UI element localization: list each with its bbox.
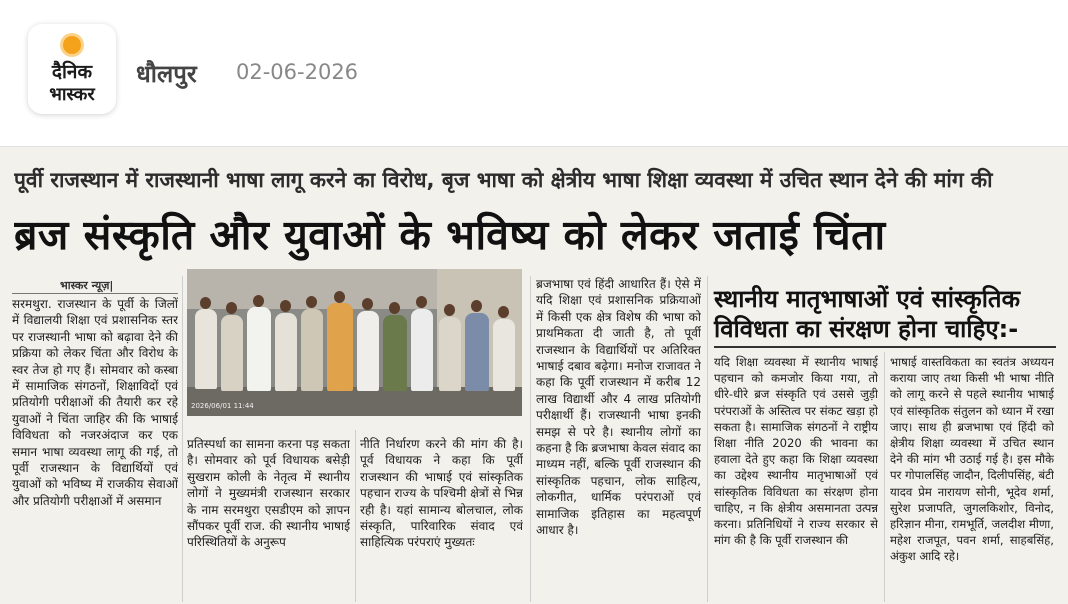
sub-heading: स्थानीय मातृभाषाओं एवं सांस्कृतिक विविधता का संरक्षण होना चाहिए:-	[714, 285, 1021, 343]
article-kicker: पूर्वी राजस्थान में राजस्थानी भाषा लागू करने का विरोध, बृज भाषा को क्षेत्रीय भाषा शिक्षा व्यवस्था में उचित स्थान देने की मांग की	[14, 168, 993, 192]
news-photo	[187, 269, 522, 416]
article-column-1	[12, 296, 178, 600]
person-figure	[195, 309, 217, 389]
sun-icon	[63, 36, 81, 54]
person-figure	[411, 309, 433, 391]
person-head	[471, 300, 482, 312]
person-head	[226, 302, 237, 314]
page-header	[0, 0, 1068, 146]
person-head	[362, 298, 373, 310]
person-figure	[221, 315, 243, 391]
person-head	[498, 306, 509, 318]
article-column-3	[360, 436, 523, 600]
logo-line-1: दैनिक	[51, 61, 93, 83]
person-head	[280, 300, 291, 312]
person-figure	[493, 319, 515, 391]
edition-date: 02-06-2026	[236, 60, 359, 84]
article-column-5	[714, 354, 878, 600]
person-figure	[247, 307, 271, 391]
person-head	[306, 296, 317, 308]
byline: भास्कर न्यूज़|	[60, 279, 114, 292]
person-head	[200, 297, 211, 309]
person-figure	[357, 311, 379, 391]
person-figure	[465, 313, 489, 391]
column-divider	[530, 276, 531, 602]
person-figure	[327, 303, 353, 391]
article-column-6	[890, 354, 1054, 600]
column-divider	[182, 276, 183, 602]
person-head	[416, 296, 427, 308]
person-figure	[383, 315, 407, 391]
person-head	[444, 304, 455, 316]
byline-rule	[12, 293, 178, 294]
column-4-text: ब्रजभाषा एवं हिंदी आधारित हैं। ऐसे में यदि शिक्षा एवं प्रशासनिक प्रक्रियाओं में किसी एक क्षेत्र विशेष की भाषा को प्राथमिकता दी जाती है, तो पूर्वी राजस्थान के विद्यार्थियों पर अतिरिक्त भाषाई दबाव बढ़ेगा। मनोज राजावत ने कहा कि पूर्वी राजस्थान में करीब 12 लाख विद्यार्थी और 4 लाख प्रतियोगी परीक्षार्थी हैं। राजस्थानी भाषा इनकी समझ से परे है। स्थानीय लोगों का कहना है कि ब्रजभाषा केवल संवाद का माध्यम नहीं, बल्कि पूर्वी राजस्थान की सांस्कृतिक पहचान, लोक साहित्य, लोकगीत, धार्मिक परंपराओं एवं सामाजिक इतिहास का महत्वपूर्ण आधार है।	[536, 277, 701, 538]
person-figure	[275, 313, 297, 391]
article-column-2	[187, 436, 350, 600]
column-divider	[884, 352, 885, 602]
dainik-bhaskar-logo[interactable]	[28, 24, 116, 114]
person-figure	[301, 309, 323, 391]
logo-line-2: भास्कर	[49, 84, 95, 105]
column-5-text: यदि शिक्षा व्यवस्था में स्थानीय भाषाई पहचान को कमजोर किया गया, तो धीरे-धीरे ब्रज संस्कृति एवं उससे जुड़ी परंपराओं के अस्तित्व पर संकट खड़ा हो सकता है। सामाजिक संगठनों ने राष्ट्रीय शिक्षा नीति 2020 की भावना का हवाला देते हुए कहा कि शिक्षा व्यवस्था का उद्देश्य स्थानीय मातृभाषाओं एवं सांस्कृतिक विविधता का संरक्षण होना चाहिए, न कि क्षेत्रीय असमानता उत्पन्न करना। प्रतिनिधियों ने राज्य सरकार से मांग की है कि पूर्वी राजस्थान की	[714, 355, 878, 548]
article-headline: ब्रज संस्कृति और युवाओं के भविष्य को लेकर जताई चिंता	[14, 211, 886, 259]
person-figure	[439, 317, 461, 391]
person-head	[334, 291, 345, 303]
column-1-text: सरमथुरा. राजस्थान के पूर्वी के जिलों में विद्यालयी शिक्षा एवं प्रशासनिक स्तर पर राजस्थानी भाषा को बढ़ावा देने की प्रक्रिया को लेकर चिंता और विरोध के स्वर तेज हो गए हैं। सोमवार को कस्बा में सामाजिक संगठनों, शिक्षाविदों एवं प्रतियोगी परीक्षाओं की तैयारी कर रहे युवाओं ने चिंता जाहिर की कि भाषाई विविधता को नजरअंदाज कर एक समान भाषा व्यवस्था लागू की गई, तो पूर्वी राजस्थान के विद्यार्थियों एवं युवाओं को भविष्य में राजकीय सेवाओं और प्रतियोगी परीक्षाओं में असमान	[12, 297, 178, 508]
person-head	[253, 295, 264, 307]
column-3-text: नीति निर्धारण करने की मांग की है। पूर्व विधायक ने कहा कि पूर्वी राजस्थान की भाषाई एवं सांस्कृतिक पहचान राज्य के पश्चिमी क्षेत्रों से भिन्न रही है। यहां सामान्य बोलचाल, लोक संस्कृति, पारिवारिक संवाद एवं साहित्यिक परंपराएं मुख्यतः	[360, 437, 523, 550]
column-divider	[707, 276, 708, 602]
column-2-text: प्रतिस्पर्धा का सामना करना पड़ सकता है। सोमवार को पूर्व विधायक बसेड़ी सुखराम कोली के नेतृत्व में स्थानीय लोगों ने मुख्यमंत्री राजस्थान सरकार के नाम सरमथुरा एसडीएम को ज्ञापन सौंपकर पूर्वी राज. की स्थानीय भाषाई परिस्थितियों के अनुरूप	[187, 437, 350, 550]
person-head	[389, 302, 400, 314]
article-column-4	[536, 276, 701, 600]
edition-city: धौलपुर	[136, 60, 197, 88]
photo-timestamp: 2026/06/01 11:44	[191, 402, 254, 410]
column-6-text: भाषाई वास्तविकता का स्वतंत्र अध्ययन कराया जाए तथा किसी भी भाषा नीति को लागू करने से पहले स्थानीय भाषाई एवं सांस्कृतिक संतुलन को ध्यान में रखा जाए। साथ ही ब्रजभाषा एवं हिंदी को क्षेत्रीय शिक्षा व्यवस्था में उचित स्थान देने की मांग भी उठाई गई है। इस मौके पर गोपालसिंह जादौन, दिलीपसिंह, बंटी यादव प्रेम नारायण सोनी, भूदेव शर्मा, सुरेश प्रजापति, जुगलकिशोर, विनोद, हरिज्ञान मीना, रामभूर्ति, जलदीश मीणा, महेश राजपूत, पवन शर्मा, साहबसिंह, अंकुश आदि रहे।	[890, 355, 1054, 564]
column-divider	[355, 430, 356, 602]
sub-heading-rule	[714, 346, 1056, 348]
